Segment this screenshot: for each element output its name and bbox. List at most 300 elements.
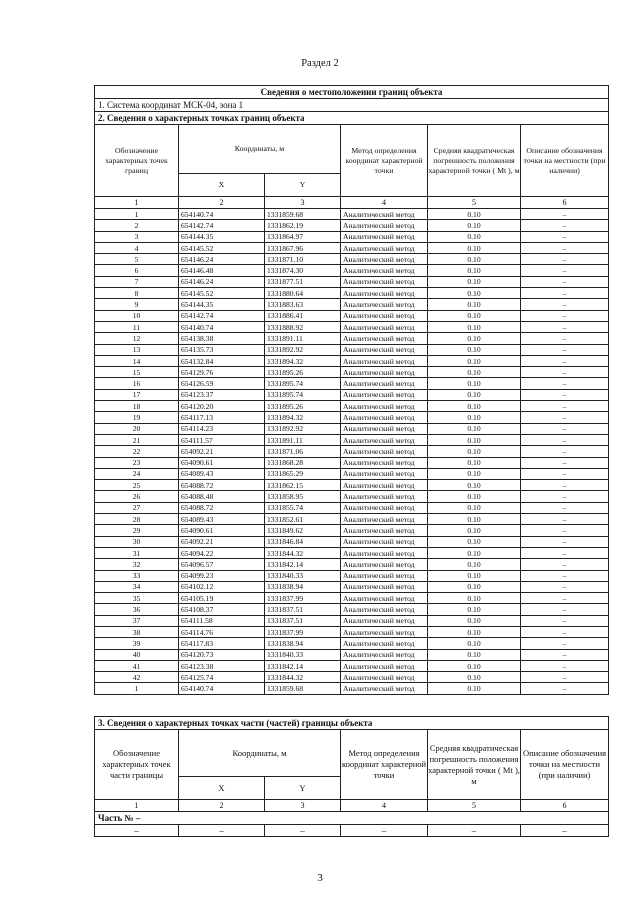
method-cell: Аналитический метод <box>341 457 428 468</box>
method-cell: Аналитический метод <box>341 344 428 355</box>
y-coordinate: 1331871.06 <box>265 446 341 457</box>
col-num: 2 <box>179 800 265 812</box>
section3-title: 3. Сведения о характерных точках части (частей) границы объекта <box>95 717 609 730</box>
description-cell: – <box>521 457 609 468</box>
point-number: 37 <box>95 615 179 626</box>
table-row <box>95 581 609 592</box>
y-coordinate: 1331838.94 <box>265 638 341 649</box>
point-number: 15 <box>95 367 179 378</box>
error-cell: 0.10 <box>428 288 521 299</box>
method-cell: Аналитический метод <box>341 660 428 671</box>
x-coordinate: 654135.73 <box>179 344 265 355</box>
y-coordinate: 1331837.99 <box>265 626 341 637</box>
x-coordinate: 654146.48 <box>179 265 265 276</box>
error-cell: 0.10 <box>428 649 521 660</box>
table-row <box>95 434 609 445</box>
description-cell: – <box>521 401 609 412</box>
table-row <box>95 355 609 366</box>
method-cell: Аналитический метод <box>341 672 428 683</box>
error-cell: 0.10 <box>428 401 521 412</box>
error-cell: 0.10 <box>428 310 521 321</box>
method-cell: Аналитический метод <box>341 559 428 570</box>
x-coordinate: 654129.76 <box>179 367 265 378</box>
description-cell: – <box>521 480 609 491</box>
table-row <box>95 378 609 389</box>
x-coordinate: 654120.73 <box>179 649 265 660</box>
description-cell: – <box>521 604 609 615</box>
description-cell: – <box>521 299 609 310</box>
point-number: 22 <box>95 446 179 457</box>
y-coordinate: 1331859.68 <box>265 683 341 694</box>
method-cell: Аналитический метод <box>341 310 428 321</box>
point-number: 14 <box>95 355 179 366</box>
error-cell: 0.10 <box>428 514 521 525</box>
x-coordinate: 654140.74 <box>179 683 265 694</box>
point-number: 25 <box>95 480 179 491</box>
description-cell: – <box>521 434 609 445</box>
method-cell: Аналитический метод <box>341 242 428 253</box>
x-coordinate: 654092.21 <box>179 536 265 547</box>
description-cell: – <box>521 288 609 299</box>
point-number: 32 <box>95 559 179 570</box>
error-cell: 0.10 <box>428 683 521 694</box>
point-number: 27 <box>95 502 179 513</box>
error-cell: 0.10 <box>428 321 521 332</box>
table-row <box>95 401 609 412</box>
y-coordinate: 1331855.74 <box>265 502 341 513</box>
method-cell: Аналитический метод <box>341 389 428 400</box>
table-row <box>95 491 609 502</box>
error-cell: 0.10 <box>428 581 521 592</box>
point-number: 35 <box>95 593 179 604</box>
col-num: 5 <box>428 197 521 209</box>
description-cell: – <box>521 367 609 378</box>
table-row <box>95 593 609 604</box>
y-coordinate: 1331865.29 <box>265 468 341 479</box>
table-row <box>95 321 609 332</box>
table-row <box>95 604 609 615</box>
description-cell: – <box>521 242 609 253</box>
y-header: Y <box>265 174 341 197</box>
method-cell: Аналитический метод <box>341 491 428 502</box>
x-coordinate: 654094.22 <box>179 547 265 558</box>
x-coordinate: 654099.23 <box>179 570 265 581</box>
y-coordinate: 1331886.41 <box>265 310 341 321</box>
error-cell: 0.10 <box>428 242 521 253</box>
x-coordinate: 654105.19 <box>179 593 265 604</box>
y-coordinate: 1331849.62 <box>265 525 341 536</box>
point-number: 16 <box>95 378 179 389</box>
error-cell: 0.10 <box>428 660 521 671</box>
section-title: Раздел 2 <box>301 58 339 69</box>
y-coordinate: 1331892.92 <box>265 423 341 434</box>
method-header: Метод определения координат характерной точки <box>341 730 428 800</box>
error-cell: 0.10 <box>428 457 521 468</box>
error-cell: 0.10 <box>428 626 521 637</box>
x-coordinate: 654145.52 <box>179 242 265 253</box>
description-cell: – <box>521 626 609 637</box>
part-boundary-table <box>94 716 609 837</box>
description-cell: – <box>521 333 609 344</box>
x-coordinate: 654140.74 <box>179 209 265 220</box>
table-row <box>95 446 609 457</box>
error-cell: 0.10 <box>428 231 521 242</box>
error-cell: 0.10 <box>428 446 521 457</box>
table-row <box>95 672 609 683</box>
y-coordinate: 1331842.14 <box>265 559 341 570</box>
method-cell: Аналитический метод <box>341 231 428 242</box>
x-coordinate: 654088.48 <box>179 491 265 502</box>
y-coordinate: 1331862.19 <box>265 220 341 231</box>
method-cell: Аналитический метод <box>341 480 428 491</box>
description-cell: – <box>521 536 609 547</box>
x-coordinate: 654092.21 <box>179 446 265 457</box>
y-coordinate: 1331837.51 <box>265 615 341 626</box>
description-cell: – <box>521 321 609 332</box>
error-cell: 0.10 <box>428 559 521 570</box>
y-coordinate: 1331852.61 <box>265 514 341 525</box>
point-number: 5 <box>95 254 179 265</box>
description-cell: – <box>521 231 609 242</box>
method-cell: Аналитический метод <box>341 525 428 536</box>
description-cell: – <box>521 389 609 400</box>
x-header: X <box>179 777 265 800</box>
description-cell: – <box>521 310 609 321</box>
y-coordinate: 1331846.84 <box>265 536 341 547</box>
error-cell: 0.10 <box>428 355 521 366</box>
table-row <box>95 412 609 423</box>
error-cell: 0.10 <box>428 570 521 581</box>
y-coordinate: 1331895.74 <box>265 389 341 400</box>
method-cell: Аналитический метод <box>341 468 428 479</box>
table-row <box>95 344 609 355</box>
x-coordinate: 654117.83 <box>179 638 265 649</box>
y-coordinate: 1331868.28 <box>265 457 341 468</box>
table-row <box>95 626 609 637</box>
x-coordinate: 654123.38 <box>179 660 265 671</box>
point-number: 41 <box>95 660 179 671</box>
description-cell: – <box>521 491 609 502</box>
x-coordinate: 654090.61 <box>179 525 265 536</box>
error-cell: 0.10 <box>428 604 521 615</box>
description-cell: – <box>521 615 609 626</box>
y-coordinate: 1331874.30 <box>265 265 341 276</box>
table-row <box>95 559 609 570</box>
point-number: 29 <box>95 525 179 536</box>
x-coordinate: 654138.38 <box>179 333 265 344</box>
y-coordinate: 1331837.99 <box>265 593 341 604</box>
table-row <box>95 310 609 321</box>
x-coordinate: 654111.58 <box>179 615 265 626</box>
table-title: Сведения о местоположении границ объекта <box>95 86 609 99</box>
y-coordinate: 1331877.51 <box>265 276 341 287</box>
x-coordinate: 654111.57 <box>179 434 265 445</box>
description-cell: – <box>521 502 609 513</box>
description-cell: – <box>521 276 609 287</box>
point-number: 7 <box>95 276 179 287</box>
error-cell: 0.10 <box>428 502 521 513</box>
point-number: 33 <box>95 570 179 581</box>
point-number: 2 <box>95 220 179 231</box>
dash-cell: – <box>179 825 265 837</box>
coords-header: Координаты, м <box>179 125 341 174</box>
x-coordinate: 654089.43 <box>179 514 265 525</box>
error-cell: 0.10 <box>428 491 521 502</box>
error-cell: 0.10 <box>428 480 521 491</box>
table-row <box>95 423 609 434</box>
point-number: 6 <box>95 265 179 276</box>
method-cell: Аналитический метод <box>341 626 428 637</box>
y-coordinate: 1331880.64 <box>265 288 341 299</box>
table-row <box>95 660 609 671</box>
method-cell: Аналитический метод <box>341 401 428 412</box>
col-num: 2 <box>179 197 265 209</box>
dash-cell: – <box>95 825 179 837</box>
table-row <box>95 502 609 513</box>
x-coordinate: 654140.74 <box>179 321 265 332</box>
x-coordinate: 654088.72 <box>179 480 265 491</box>
x-coordinate: 654123.37 <box>179 389 265 400</box>
error-header: Средняя квадратическая погрешность положения характерной точки ( Mt ), м <box>428 125 521 197</box>
y-coordinate: 1331895.74 <box>265 378 341 389</box>
table-row <box>95 333 609 344</box>
boundary-points-table <box>94 85 609 695</box>
method-cell: Аналитический метод <box>341 288 428 299</box>
table-row <box>95 209 609 220</box>
y-coordinate: 1331837.51 <box>265 604 341 615</box>
table-row <box>95 254 609 265</box>
error-cell: 0.10 <box>428 209 521 220</box>
point-number: 1 <box>95 683 179 694</box>
table-row <box>95 265 609 276</box>
description-cell: – <box>521 547 609 558</box>
col-num: 5 <box>428 800 521 812</box>
description-cell: – <box>521 638 609 649</box>
point-number: 13 <box>95 344 179 355</box>
table-row <box>95 649 609 660</box>
point-number: 34 <box>95 581 179 592</box>
description-header: Описание обозначения точки на местности (при наличии) <box>521 730 609 800</box>
y-coordinate: 1331867.96 <box>265 242 341 253</box>
dash-cell: – <box>521 825 609 837</box>
y-coordinate: 1331840.33 <box>265 649 341 660</box>
description-header: Описание обозначения точки на местности (при наличии) <box>521 125 609 197</box>
point-number: 31 <box>95 547 179 558</box>
table-row <box>95 638 609 649</box>
method-cell: Аналитический метод <box>341 683 428 694</box>
y-coordinate: 1331862.15 <box>265 480 341 491</box>
description-cell: – <box>521 649 609 660</box>
point-number: 21 <box>95 434 179 445</box>
point-number: 30 <box>95 536 179 547</box>
y-coordinate: 1331844.32 <box>265 672 341 683</box>
method-cell: Аналитический метод <box>341 536 428 547</box>
dash-cell: – <box>428 825 521 837</box>
table-row <box>95 220 609 231</box>
col-num: 4 <box>341 197 428 209</box>
method-cell: Аналитический метод <box>341 276 428 287</box>
col-num: 1 <box>95 197 179 209</box>
table-row <box>95 536 609 547</box>
error-cell: 0.10 <box>428 254 521 265</box>
point-number: 26 <box>95 491 179 502</box>
method-cell: Аналитический метод <box>341 367 428 378</box>
y-coordinate: 1331838.94 <box>265 581 341 592</box>
table-row <box>95 231 609 242</box>
point-number: 40 <box>95 649 179 660</box>
method-cell: Аналитический метод <box>341 265 428 276</box>
y-coordinate: 1331859.68 <box>265 209 341 220</box>
method-cell: Аналитический метод <box>341 649 428 660</box>
description-cell: – <box>521 525 609 536</box>
point-number: 18 <box>95 401 179 412</box>
method-cell: Аналитический метод <box>341 593 428 604</box>
error-cell: 0.10 <box>428 672 521 683</box>
error-cell: 0.10 <box>428 423 521 434</box>
point-number: 10 <box>95 310 179 321</box>
x-coordinate: 654117.13 <box>179 412 265 423</box>
table-row <box>95 615 609 626</box>
point-number: 20 <box>95 423 179 434</box>
table-row <box>95 547 609 558</box>
method-cell: Аналитический метод <box>341 581 428 592</box>
description-cell: – <box>521 593 609 604</box>
method-cell: Аналитический метод <box>341 209 428 220</box>
point-number: 17 <box>95 389 179 400</box>
dash-cell: – <box>265 825 341 837</box>
point-number: 28 <box>95 514 179 525</box>
method-cell: Аналитический метод <box>341 514 428 525</box>
x-coordinate: 654089.43 <box>179 468 265 479</box>
table-row <box>95 288 609 299</box>
section2-title: 2. Сведения о характерных точках границ объекта <box>95 112 609 125</box>
description-cell: – <box>521 220 609 231</box>
y-coordinate: 1331895.26 <box>265 367 341 378</box>
y-coordinate: 1331895.26 <box>265 401 341 412</box>
method-cell: Аналитический метод <box>341 254 428 265</box>
x-coordinate: 654144.35 <box>179 231 265 242</box>
point-number: 24 <box>95 468 179 479</box>
x-coordinate: 654114.23 <box>179 423 265 434</box>
description-cell: – <box>521 209 609 220</box>
method-cell: Аналитический метод <box>341 570 428 581</box>
x-coordinate: 654096.57 <box>179 559 265 570</box>
table-row <box>95 683 609 694</box>
error-cell: 0.10 <box>428 378 521 389</box>
y-coordinate: 1331864.97 <box>265 231 341 242</box>
table-row <box>95 525 609 536</box>
method-cell: Аналитический метод <box>341 615 428 626</box>
description-cell: – <box>521 683 609 694</box>
point-number: 4 <box>95 242 179 253</box>
point-number: 42 <box>95 672 179 683</box>
description-cell: – <box>521 265 609 276</box>
y-coordinate: 1331842.14 <box>265 660 341 671</box>
x-coordinate: 654145.52 <box>179 288 265 299</box>
method-cell: Аналитический метод <box>341 321 428 332</box>
description-cell: – <box>521 672 609 683</box>
x-coordinate: 654114.76 <box>179 626 265 637</box>
y-header: Y <box>265 777 341 800</box>
error-cell: 0.10 <box>428 299 521 310</box>
x-coordinate: 654142.74 <box>179 220 265 231</box>
x-coordinate: 654144.35 <box>179 299 265 310</box>
method-cell: Аналитический метод <box>341 502 428 513</box>
error-cell: 0.10 <box>428 333 521 344</box>
error-cell: 0.10 <box>428 547 521 558</box>
x-coordinate: 654102.12 <box>179 581 265 592</box>
coords-header: Координаты, м <box>179 730 341 777</box>
y-coordinate: 1331892.92 <box>265 344 341 355</box>
x-coordinate: 654126.59 <box>179 378 265 389</box>
error-cell: 0.10 <box>428 220 521 231</box>
point-number: 11 <box>95 321 179 332</box>
table-row <box>95 389 609 400</box>
error-cell: 0.10 <box>428 593 521 604</box>
coord-system: 1. Система координат МСК-04, зона 1 <box>95 99 609 112</box>
error-cell: 0.10 <box>428 536 521 547</box>
point-number: 8 <box>95 288 179 299</box>
method-cell: Аналитический метод <box>341 378 428 389</box>
method-cell: Аналитический метод <box>341 434 428 445</box>
y-coordinate: 1331894.32 <box>265 412 341 423</box>
point-number: 19 <box>95 412 179 423</box>
table-row <box>95 299 609 310</box>
x-coordinate: 654125.74 <box>179 672 265 683</box>
description-cell: – <box>521 378 609 389</box>
col-num: 6 <box>521 800 609 812</box>
description-cell: – <box>521 660 609 671</box>
method-cell: Аналитический метод <box>341 423 428 434</box>
point-number: 3 <box>95 231 179 242</box>
point-number: 38 <box>95 626 179 637</box>
y-coordinate: 1331840.33 <box>265 570 341 581</box>
x-header: X <box>179 174 265 197</box>
table-row <box>95 514 609 525</box>
x-coordinate: 654146.24 <box>179 276 265 287</box>
y-coordinate: 1331858.95 <box>265 491 341 502</box>
x-coordinate: 654142.74 <box>179 310 265 321</box>
description-cell: – <box>521 254 609 265</box>
table-row <box>95 242 609 253</box>
table-row <box>95 480 609 491</box>
x-coordinate: 654132.84 <box>179 355 265 366</box>
method-cell: Аналитический метод <box>341 446 428 457</box>
error-cell: 0.10 <box>428 412 521 423</box>
point-number: 12 <box>95 333 179 344</box>
description-cell: – <box>521 355 609 366</box>
table-row <box>95 367 609 378</box>
col-num: 6 <box>521 197 609 209</box>
col-num: 1 <box>95 800 179 812</box>
method-cell: Аналитический метод <box>341 333 428 344</box>
method-cell: Аналитический метод <box>341 220 428 231</box>
description-cell: – <box>521 559 609 570</box>
method-cell: Аналитический метод <box>341 547 428 558</box>
method-cell: Аналитический метод <box>341 299 428 310</box>
description-cell: – <box>521 423 609 434</box>
error-cell: 0.10 <box>428 468 521 479</box>
page-number: 3 <box>317 872 323 884</box>
description-cell: – <box>521 514 609 525</box>
description-cell: – <box>521 570 609 581</box>
description-cell: – <box>521 581 609 592</box>
method-cell: Аналитический метод <box>341 638 428 649</box>
dash-cell: – <box>341 825 428 837</box>
point-number: 23 <box>95 457 179 468</box>
y-coordinate: 1331844.32 <box>265 547 341 558</box>
error-cell: 0.10 <box>428 389 521 400</box>
